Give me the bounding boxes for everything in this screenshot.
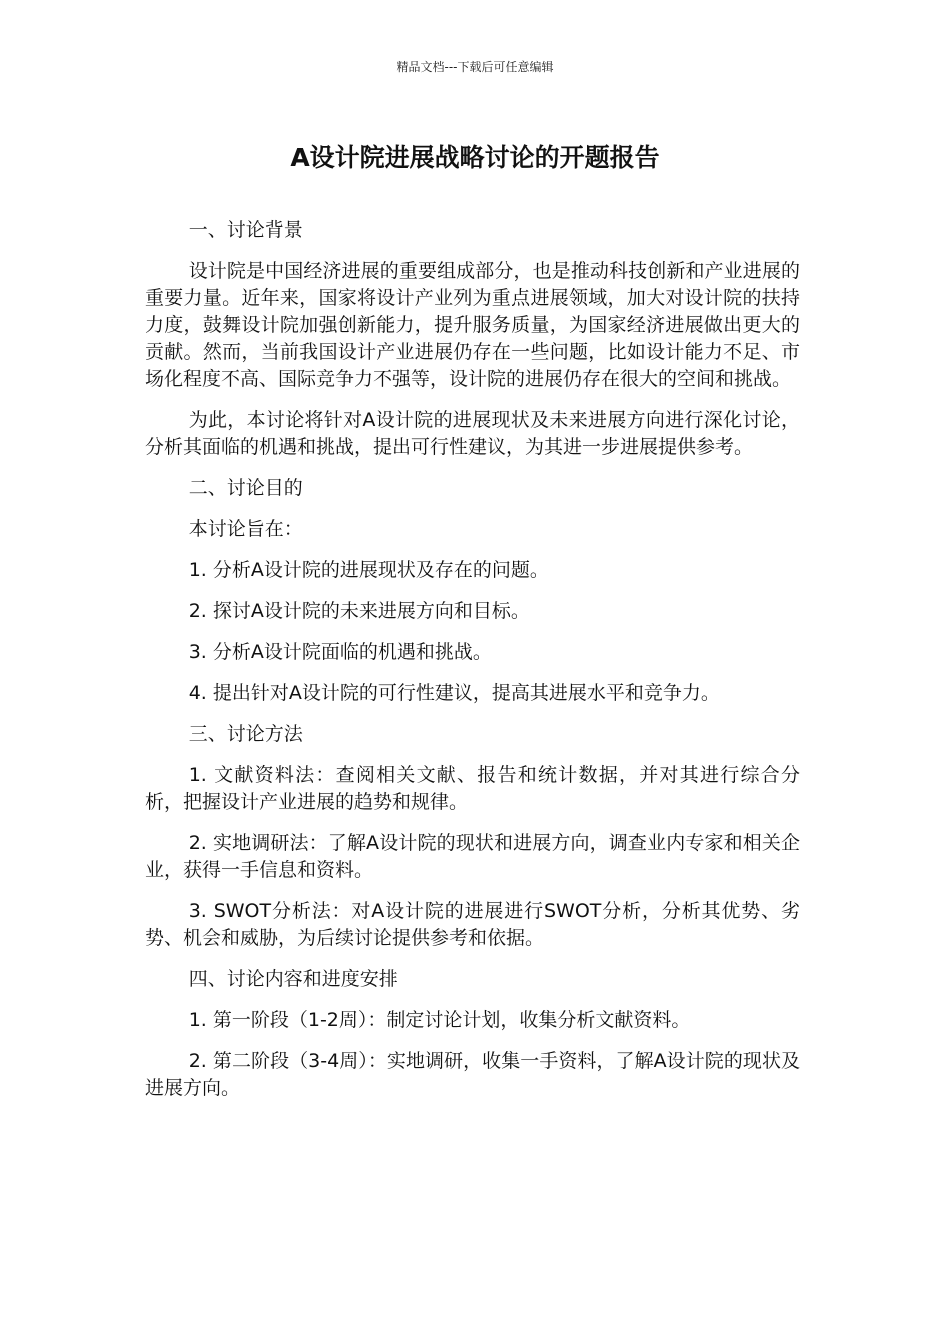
list-item: 1. 第一阶段（1-2周）：制定讨论计划，收集分析文献资料。 [188,1009,691,1031]
section-heading-schedule: 四、讨论内容和进度安排 [188,968,398,990]
paragraph: 设计院是中国经济进展的重要组成部分，也是推动科技创新和产业进展的重要力量。近年来，国家将设计产业列为重点进展领域，加大对设计院的扶持力度，鼓舞设计院加强创新能力，提升服务质量，为国家经济进展做出更大的贡献。然而，当前我国设计产业进展仍存在一些问题，比如设计能力不足、市场化程度不高、国际竞争力不强等，设计院的进展仍存在很大的空间和挑战。 [145,260,800,390]
document-title: A设计院进展战略讨论的开题报告 [290,143,660,172]
list-item: 2. 第二阶段（3-4周）：实地调研，收集一手资料，了解A设计院的现状及进展方向。 [145,1050,800,1099]
document-body [145,217,800,1116]
section-heading-background: 一、讨论背景 [188,219,303,241]
list-item: 2. 实地调研法：了解A设计院的现状和进展方向，调查业内专家和相关企业，获得一手信息和资料。 [145,832,800,881]
list-item: 1. 分析A设计院的进展现状及存在的问题。 [188,559,549,581]
list-item: 3. SWOT分析法：对A设计院的进展进行SWOT分析，分析其优势、劣势、机会和威胁，为后续讨论提供参考和依据。 [145,900,800,949]
page-header-note: 精品文档---下载后可任意编辑 [396,60,554,74]
list-item: 1. 文献资料法：查阅相关文献、报告和统计数据，并对其进行综合分析，把握设计产业进展的趋势和规律。 [145,764,800,813]
section-heading-purpose: 二、讨论目的 [188,477,303,499]
list-item: 3. 分析A设计院面临的机遇和挑战。 [188,641,492,663]
list-item: 2. 探讨A设计院的未来进展方向和目标。 [188,600,530,622]
section-heading-methods: 三、讨论方法 [188,723,303,745]
paragraph: 为此，本讨论将针对A设计院的进展现状及未来进展方向进行深化讨论，分析其面临的机遇和挑战，提出可行性建议，为其进一步进展提供参考。 [145,409,800,458]
paragraph: 本讨论旨在： [188,518,303,540]
list-item: 4. 提出针对A设计院的可行性建议，提高其进展水平和竞争力。 [188,682,720,704]
